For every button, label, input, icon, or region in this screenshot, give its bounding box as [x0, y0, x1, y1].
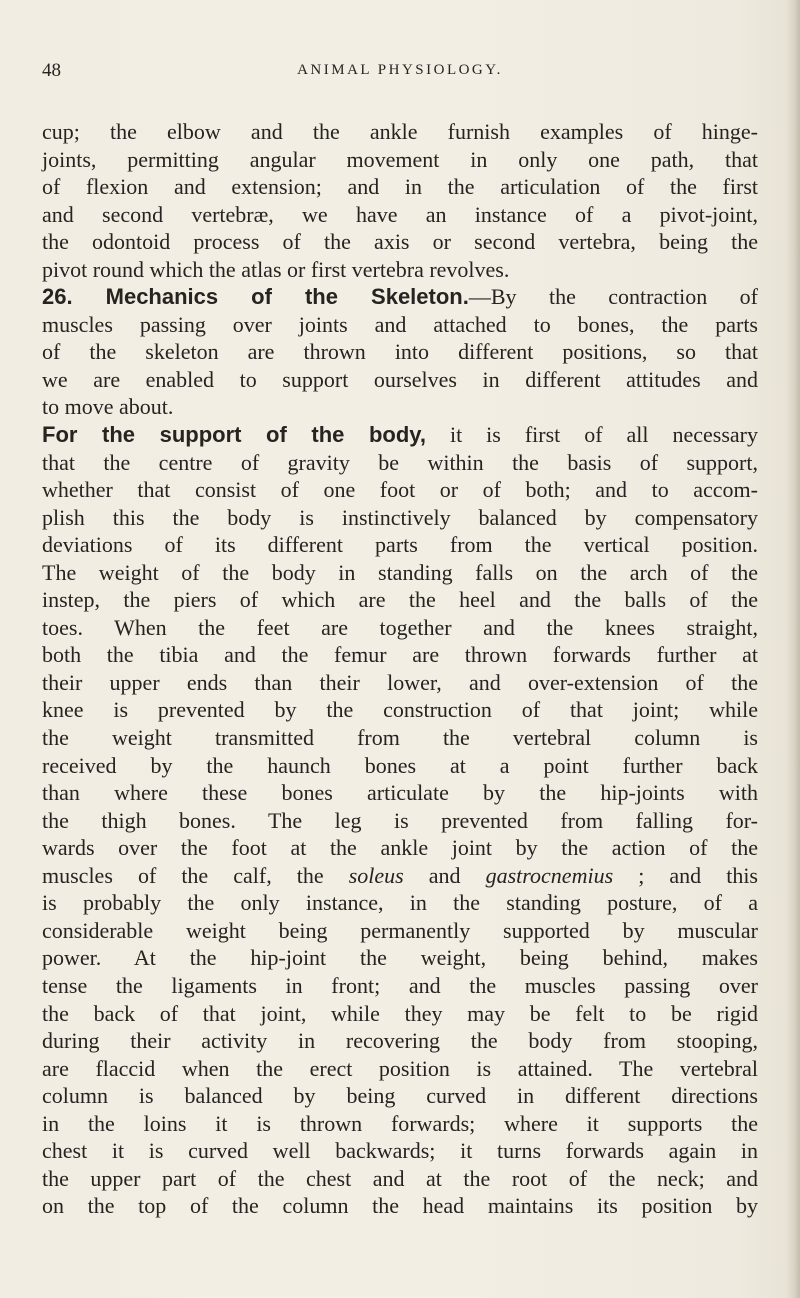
text-line	[42, 1027, 758, 1055]
line-text: muscles of the calf, the	[42, 862, 349, 888]
text-line	[42, 862, 758, 890]
line-text: joints, permitting angular movement in only one path, that	[42, 146, 758, 172]
line-text: and second vertebræ, we have an instance of a pivot-joint,	[42, 201, 758, 227]
text-line	[42, 944, 758, 972]
line-text: instep, the piers of which are the heel and the balls of the	[42, 587, 758, 613]
line-text: the upper part of the chest and at the root of the neck; and	[42, 1165, 758, 1191]
line-text: ; and this	[613, 862, 758, 888]
text-line	[42, 807, 758, 835]
italic-term: gastrocnemius	[485, 862, 614, 888]
text-line	[42, 393, 758, 421]
page-number: 48	[42, 60, 61, 81]
line-text: on the top of the column the head maintains its position by	[42, 1193, 758, 1219]
text-line	[42, 476, 758, 504]
text-line	[42, 146, 758, 174]
text-line	[42, 834, 758, 862]
page-edge-shadow	[786, 0, 800, 1298]
text-line	[42, 1192, 758, 1220]
text-line	[42, 173, 758, 201]
text-line	[42, 1137, 758, 1165]
text-line	[42, 669, 758, 697]
line-text: knee is prevented by the construction of that joint; while	[42, 697, 758, 723]
section-heading: 26. Mechanics of the Skeleton.	[42, 284, 469, 310]
line-text: cup; the elbow and the ankle furnish examples of hinge-	[42, 119, 758, 144]
line-text: is probably the only instance, in the standing posture, of a	[42, 890, 758, 916]
text-line	[42, 696, 758, 724]
line-text: during their activity in recovering the body from stooping,	[42, 1028, 758, 1054]
line-text: their upper ends than their lower, and over-extension of the	[42, 669, 758, 695]
body-text	[42, 118, 758, 1220]
line-text: column is balanced by being curved in different directions	[42, 1083, 758, 1109]
text-line	[42, 972, 758, 1000]
text-line	[42, 1055, 758, 1083]
text-line	[42, 559, 758, 587]
text-line	[42, 779, 758, 807]
line-text: the weight transmitted from the vertebral column is	[42, 725, 758, 751]
line-text: whether that consist of one foot or of both; and to accom-	[42, 477, 758, 503]
line-text: chest it is curved well backwards; it turns forwards again in	[42, 1138, 758, 1164]
text-line	[42, 531, 758, 559]
line-text: pivot round which the atlas or first vertebra revolves.	[42, 256, 510, 282]
line-text: both the tibia and the femur are thrown forwards further at	[42, 642, 758, 668]
text-line	[42, 449, 758, 477]
text-line	[42, 1110, 758, 1138]
text-line	[42, 201, 758, 229]
line-text: plish this the body is instinctively balanced by compensatory	[42, 504, 758, 530]
line-text: to move about.	[42, 394, 174, 420]
line-text: the odontoid process of the axis or second vertebra, being the	[42, 229, 758, 255]
text-line	[42, 118, 758, 146]
line-text: tense the ligaments in front; and the muscles passing over	[42, 972, 758, 998]
text-line	[42, 724, 758, 752]
line-text: we are enabled to support ourselves in different attitudes and	[42, 366, 758, 392]
line-text: The weight of the body in standing falls on the arch of the	[42, 559, 758, 585]
text-line	[42, 917, 758, 945]
line-text: that the centre of gravity be within the basis of support,	[42, 449, 758, 475]
text-line	[42, 338, 758, 366]
line-text: are flaccid when the erect position is attained. The vertebral	[42, 1055, 758, 1081]
line-text: in the loins it is thrown forwards; where it supports the	[42, 1110, 758, 1136]
line-text: of the skeleton are thrown into different positions, so that	[42, 339, 758, 365]
text-line	[42, 283, 758, 311]
text-line	[42, 889, 758, 917]
running-head: ANIMAL PHYSIOLOGY.	[297, 62, 503, 78]
text-line	[42, 1082, 758, 1110]
section-heading: For the support of the body,	[42, 422, 427, 448]
line-text: —By the contraction of	[468, 284, 758, 310]
line-text: the back of that joint, while they may be felt to be rigid	[42, 1000, 758, 1026]
text-line	[42, 256, 758, 284]
text-line	[42, 311, 758, 339]
text-line	[42, 752, 758, 780]
line-text: power. At the hip-joint the weight, being behind, makes	[42, 945, 758, 971]
line-text: than where these bones articulate by the hip-joints with	[42, 780, 758, 806]
text-line	[42, 228, 758, 256]
text-line	[42, 504, 758, 532]
italic-term: soleus	[348, 862, 404, 888]
text-line	[42, 614, 758, 642]
text-line	[42, 1000, 758, 1028]
line-text: deviations of its different parts from the vertical position.	[42, 532, 758, 558]
text-line	[42, 366, 758, 394]
line-text: of flexion and extension; and in the articulation of the first	[42, 174, 758, 200]
text-line	[42, 641, 758, 669]
text-line	[42, 421, 758, 449]
line-text: toes. When the feet are together and the knees straight,	[42, 614, 758, 640]
line-text: and	[403, 862, 486, 888]
text-line	[42, 1165, 758, 1193]
text-line	[42, 586, 758, 614]
line-text: considerable weight being permanently supported by muscular	[42, 917, 758, 943]
line-text: received by the haunch bones at a point further back	[42, 752, 758, 778]
line-text: wards over the foot at the ankle joint by the action of the	[42, 835, 758, 861]
line-text: the thigh bones. The leg is prevented from falling for-	[42, 807, 758, 833]
line-text: muscles passing over joints and attached to bones, the parts	[42, 311, 758, 337]
line-text: it is first of all necessary	[426, 422, 758, 448]
